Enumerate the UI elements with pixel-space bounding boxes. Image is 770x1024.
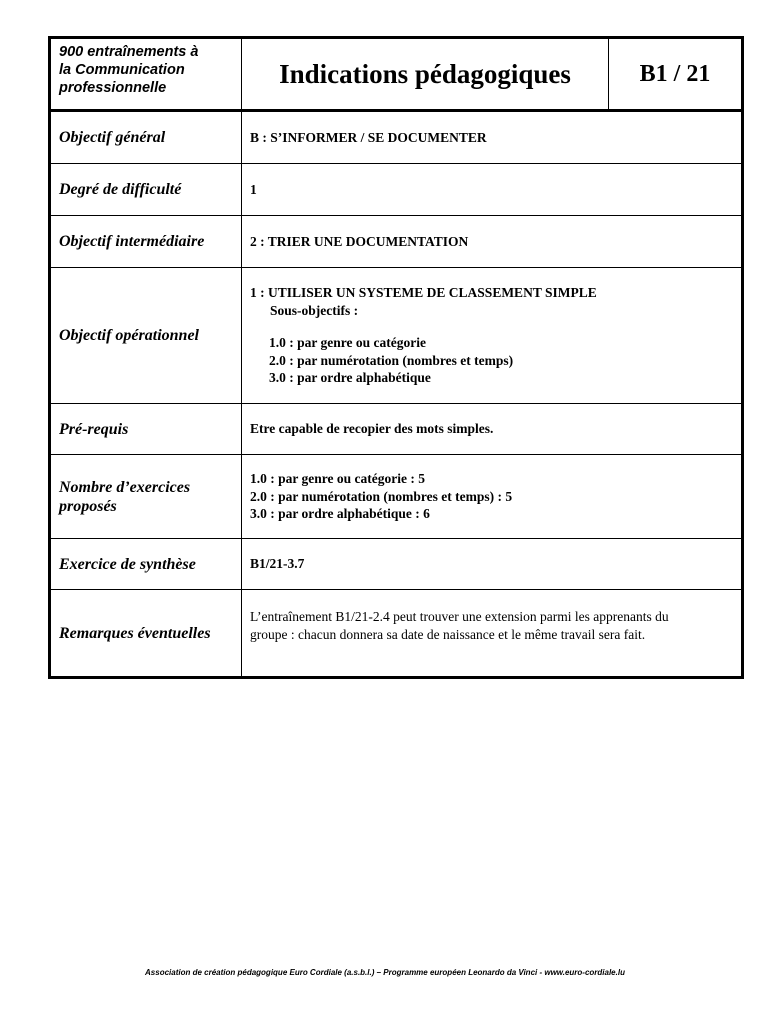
page-footer: Association de création pédagogique Euro Cordiale (a.s.b.l.) – Programme européen Leonardo da Vinci - www.euro-cordiale.lu <box>145 968 625 977</box>
row-value <box>242 590 741 676</box>
row-objectif-operationnel <box>51 268 741 404</box>
page-title: Indications pédagogiques <box>242 39 609 109</box>
pedagogical-sheet <box>48 36 744 679</box>
value-text: Etre capable de recopier des mots simples. <box>250 421 494 437</box>
value-line: Sous-objectifs : <box>270 302 359 318</box>
row-label: Remarques éventuelles <box>51 590 242 676</box>
row-value <box>242 539 741 589</box>
row-value <box>242 268 741 403</box>
label-line: Nombre d’exercices <box>59 478 191 496</box>
value-line: L’entraînement B1/21-2.4 peut trouver une extension parmi les apprenants du <box>250 609 669 624</box>
value-line: 1.0 : par genre ou catégorie <box>269 335 426 351</box>
value-line: 2.0 : par numérotation (nombres et temps) : 5 <box>250 488 513 504</box>
row-value <box>242 455 741 538</box>
spacer <box>250 319 741 334</box>
row-value <box>242 164 741 215</box>
org-line-1: 900 entraînements à <box>59 44 199 60</box>
value-text: 1 <box>250 181 257 197</box>
value-text: B : S’INFORMER / SE DOCUMENTER <box>250 129 487 145</box>
row-label: Objectif opérationnel <box>51 268 242 403</box>
value-line: 1.0 : par genre ou catégorie : 5 <box>250 471 425 487</box>
value-text: 2 : TRIER UNE DOCUMENTATION <box>250 233 469 249</box>
row-degre-difficulte <box>51 164 741 216</box>
row-label: Objectif général <box>51 112 242 163</box>
value-line: 3.0 : par ordre alphabétique <box>269 370 431 386</box>
row-label: Pré-requis <box>51 404 242 454</box>
row-value <box>242 216 741 267</box>
sheet-code: B1 / 21 <box>639 60 711 87</box>
row-exercice-synthese <box>51 539 741 590</box>
value-line: groupe : chacun donnera sa date de naissance et le même travail sera fait. <box>250 627 646 642</box>
row-value <box>242 404 741 454</box>
value-line: 1 : UTILISER UN SYSTEME DE CLASSEMENT SIMPLE <box>250 285 597 301</box>
org-line-3: professionnelle <box>59 80 167 96</box>
row-label: Degré de difficulté <box>51 164 242 215</box>
row-label: Objectif intermédiaire <box>51 216 242 267</box>
row-value <box>242 112 741 163</box>
row-nombre-exercices <box>51 455 741 539</box>
row-remarques <box>51 590 741 676</box>
row-objectif-intermediaire <box>51 216 741 268</box>
sheet-header <box>51 39 741 112</box>
row-prerequis <box>51 404 741 455</box>
row-objectif-general <box>51 112 741 164</box>
org-line-2: la Communication <box>59 62 185 78</box>
value-text: B1/21-3.7 <box>250 556 305 572</box>
row-label <box>51 455 242 538</box>
value-line: 3.0 : par ordre alphabétique : 6 <box>250 506 430 522</box>
organization-title <box>51 39 242 109</box>
row-label: Exercice de synthèse <box>51 539 242 589</box>
value-line: 2.0 : par numérotation (nombres et temps) <box>269 352 514 368</box>
label-line: proposés <box>59 497 117 515</box>
